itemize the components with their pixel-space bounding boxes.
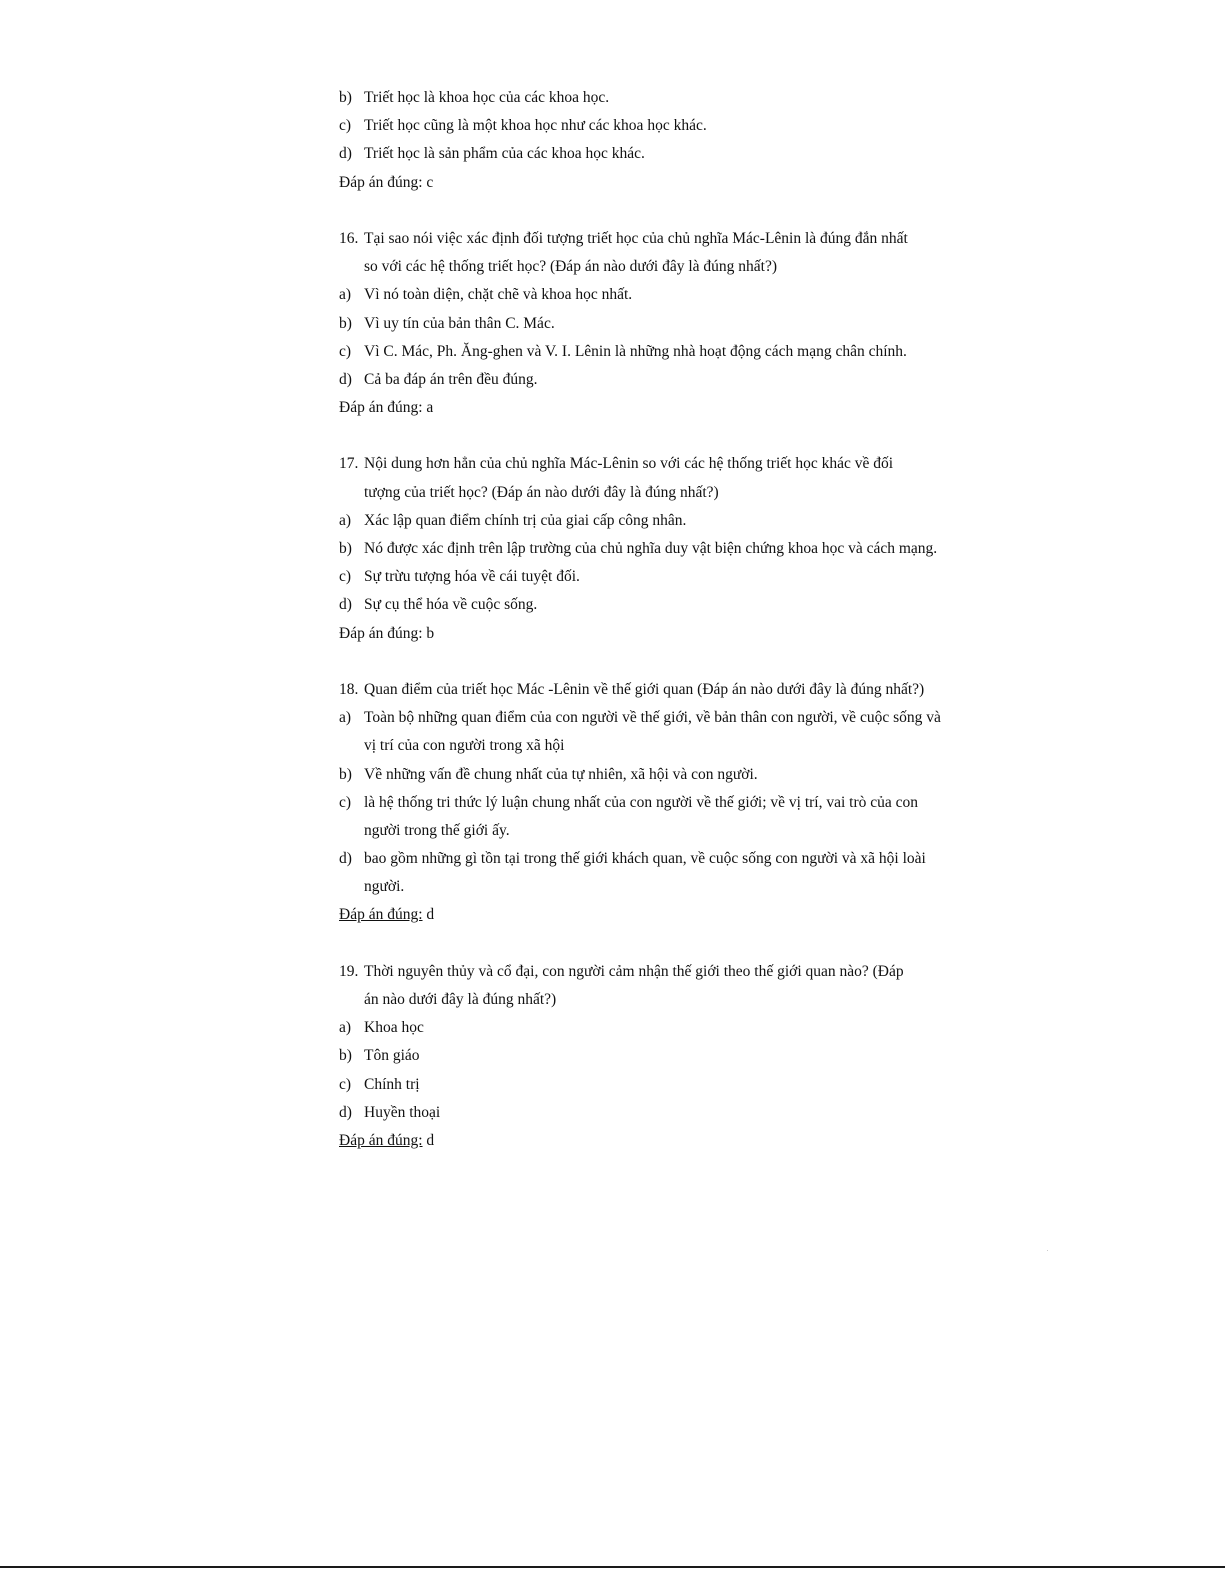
question-16-heading [339,225,987,253]
option-text-continued: người trong thế giới ấy. [364,821,510,839]
option-text: Triết học là sản phẩm của các khoa học khác. [364,145,645,163]
option-mark: d) [339,1103,352,1121]
spacer [339,648,987,676]
option-text-continued: người. [364,878,405,896]
option-mark: a) [339,286,352,304]
option-mark: d) [339,850,352,868]
quiz-content [339,84,987,1155]
option-text: Về những vấn đề chung nhất của tự nhiên, xã hội và con người. [364,765,758,783]
option-mark: d) [339,370,352,388]
option-text: Vì uy tín của bản thân C. Mác. [364,314,555,332]
question-17-heading [339,450,987,478]
question-19-heading [339,958,987,986]
option-text: Khoa học [364,1019,424,1037]
option-b [339,1042,987,1070]
option-d [339,1099,987,1127]
option-text: Nó được xác định trên lập trường của chủ nghĩa duy vật biện chứng khoa học và cách mạng. [364,540,938,557]
option-a [339,1014,987,1042]
option-d [339,140,987,168]
option-text: Triết học cũng là một khoa học như các khoa học khác. [364,117,707,135]
option-mark: c) [339,568,352,586]
answer-label: Đáp án đúng: [339,906,423,924]
question-text: Tại sao nói việc xác định đối tượng triết học của chủ nghĩa Mác-Lênin là đúng đắn nhất [364,229,908,247]
scan-speck [1047,1250,1048,1251]
option-text: Toàn bộ những quan điểm của con người về thế giới, về bản thân con người, về cuộc sống và [364,709,941,727]
spacer [339,197,987,225]
option-b [339,535,987,563]
option-a [339,507,987,535]
question-text-continued: tượng của triết học? (Đáp án nào dưới đây là đúng nhất?) [364,483,719,501]
option-a [339,281,987,309]
question-number: 17. [339,455,359,473]
option-text: Huyền thoại [364,1103,441,1121]
option-text: Cả ba đáp án trên đều đúng. [364,370,538,388]
option-text-continued: vị trí của con người trong xã hội [364,737,565,755]
answer-label: Đáp án đúng: [339,173,423,191]
option-mark: b) [339,540,352,557]
answer-line [339,901,987,929]
option-c [339,1071,987,1099]
spacer [339,930,987,958]
option-b [339,310,987,338]
option-c [339,563,987,591]
spacer [339,422,987,450]
answer-value: c [426,173,434,191]
answer-line [339,169,987,197]
option-mark: a) [339,1019,352,1037]
option-text: bao gồm những gì tồn tại trong thế giới khách quan, về cuộc sống con người và xã hội loài [364,850,926,868]
option-mark: c) [339,342,352,360]
page-bottom-rule [0,1566,1225,1568]
question-number: 19. [339,962,359,980]
option-text: là hệ thống tri thức lý luận chung nhất của con người về thế giới; về vị trí, vai trò của con [364,793,919,811]
option-c [339,338,987,366]
question-text: Quan điểm của triết học Mác -Lênin về thế giới quan (Đáp án nào dưới đây là đúng nhất?) [364,680,925,698]
option-a [339,704,987,732]
option-b [339,761,987,789]
option-text: Vì C. Mác, Ph. Ăng-ghen và V. I. Lênin là những nhà hoạt động cách mạng chân chính. [364,342,907,360]
option-text: Vì nó toàn diện, chặt chẽ và khoa học nhất. [364,286,633,304]
answer-value: a [426,399,434,417]
option-text: Chính trị [364,1075,420,1093]
option-text: Sự cụ thể hóa về cuộc sống. [364,596,538,614]
question-text-continued: so với các hệ thống triết học? (Đáp án nào dưới đây là đúng nhất?) [364,258,778,276]
option-text: Xác lập quan điểm chính trị của giai cấp công nhân. [364,511,687,529]
option-mark: c) [339,117,352,135]
option-mark: c) [339,793,352,811]
option-mark: b) [339,765,352,783]
answer-value: d [426,1131,435,1149]
question-number: 16. [339,229,359,247]
question-number: 18. [339,680,359,698]
answer-line [339,1127,987,1155]
question-text-continued: án nào dưới đây là đúng nhất?) [364,991,557,1008]
option-c [339,112,987,140]
option-mark: d) [339,145,352,163]
option-mark: b) [339,314,352,332]
answer-value: d [426,906,435,924]
option-mark: b) [339,1047,352,1065]
option-text: Sự trừu tượng hóa về cái tuyệt đối. [364,568,580,586]
question-text: Nội dung hơn hẳn của chủ nghĩa Mác-Lênin so với các hệ thống triết học khác về đối [364,455,894,473]
option-b [339,84,987,112]
option-mark: a) [339,511,352,529]
option-d [339,845,987,873]
answer-line [339,394,987,422]
option-d [339,366,987,394]
answer-value: b [426,624,435,642]
answer-label: Đáp án đúng: [339,624,423,642]
option-mark: d) [339,596,352,614]
question-18-heading [339,676,987,704]
option-text: Triết học là khoa học của các khoa học. [364,89,610,106]
option-mark: a) [339,709,352,727]
option-mark: c) [339,1075,352,1093]
option-c [339,789,987,817]
answer-line [339,620,987,648]
answer-label: Đáp án đúng: [339,1131,423,1149]
option-d [339,591,987,619]
option-text: Tôn giáo [364,1047,420,1065]
question-text: Thời nguyên thủy và cổ đại, con người cảm nhận thế giới theo thế giới quan nào? (Đáp [364,962,904,980]
answer-label: Đáp án đúng: [339,399,423,417]
option-mark: b) [339,89,352,106]
